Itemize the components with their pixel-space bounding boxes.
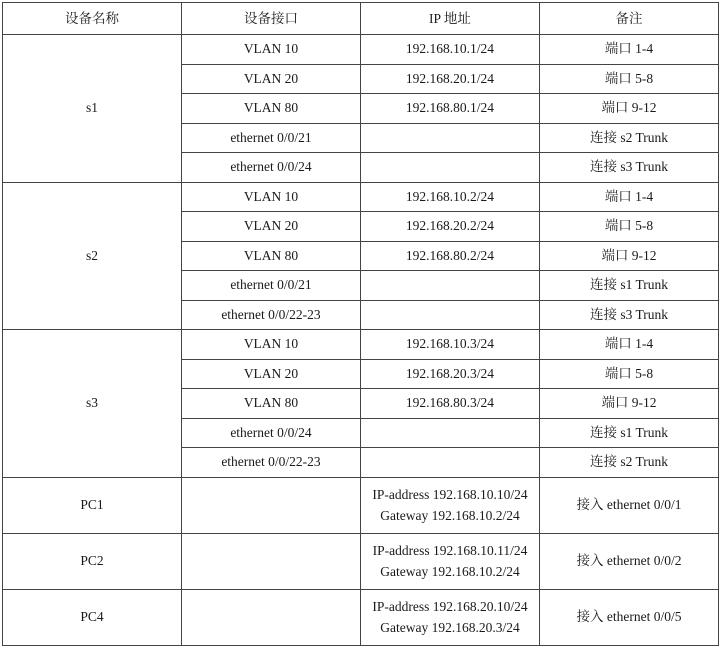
device-name-cell: s3 [3,330,182,478]
table-row [3,533,719,589]
interface-cell [182,477,361,533]
ip-cell [361,589,540,645]
device-name-cell: PC4 [3,589,182,645]
interface-cell: VLAN 80 [182,389,361,419]
gateway-line: Gateway 192.168.20.3/24 [380,620,520,635]
header-device-name: 设备名称 [3,3,182,35]
interface-cell [182,589,361,645]
device-config-table [2,2,719,646]
device-name-cell: s2 [3,182,182,330]
ip-cell [361,123,540,153]
interface-cell: ethernet 0/0/21 [182,271,361,301]
interface-cell: ethernet 0/0/24 [182,418,361,448]
interface-cell: VLAN 80 [182,94,361,124]
ip-cell: 192.168.80.1/24 [361,94,540,124]
ip-cell [361,300,540,330]
device-name-cell: PC1 [3,477,182,533]
device-name-cell: s1 [3,35,182,183]
table-row [3,589,719,645]
ip-cell: 192.168.20.2/24 [361,212,540,242]
note-cell: 端口 1-4 [540,35,719,65]
note-cell: 端口 1-4 [540,182,719,212]
interface-cell: ethernet 0/0/21 [182,123,361,153]
note-cell: 连接 s2 Trunk [540,123,719,153]
note-cell: 端口 5-8 [540,359,719,389]
header-ip-address: IP 地址 [361,3,540,35]
note-cell: 连接 s3 Trunk [540,153,719,183]
ip-cell: 192.168.10.3/24 [361,330,540,360]
ip-cell: 192.168.80.2/24 [361,241,540,271]
note-cell: 接入 ethernet 0/0/2 [540,533,719,589]
interface-cell: VLAN 80 [182,241,361,271]
note-cell: 连接 s1 Trunk [540,271,719,301]
note-cell: 端口 9-12 [540,389,719,419]
note-cell: 端口 9-12 [540,94,719,124]
ip-cell [361,418,540,448]
ip-address-line: IP-address 192.168.10.11/24 [372,543,528,558]
note-cell: 端口 5-8 [540,212,719,242]
ip-cell [361,153,540,183]
ip-cell: 192.168.80.3/24 [361,389,540,419]
interface-cell: VLAN 20 [182,359,361,389]
ip-cell [361,271,540,301]
gateway-line: Gateway 192.168.10.2/24 [380,564,520,579]
ip-cell: 192.168.20.1/24 [361,64,540,94]
ip-cell: 192.168.10.1/24 [361,35,540,65]
ip-address-line: IP-address 192.168.10.10/24 [372,487,528,502]
header-row [3,3,719,35]
device-name-cell: PC2 [3,533,182,589]
ip-cell: 192.168.10.2/24 [361,182,540,212]
interface-cell: ethernet 0/0/24 [182,153,361,183]
note-cell: 接入 ethernet 0/0/5 [540,589,719,645]
header-remarks: 备注 [540,3,719,35]
header-device-interface: 设备接口 [182,3,361,35]
interface-cell: VLAN 20 [182,212,361,242]
interface-cell: VLAN 10 [182,182,361,212]
interface-cell: VLAN 10 [182,35,361,65]
table-row [3,182,719,212]
ip-cell [361,448,540,478]
note-cell: 连接 s2 Trunk [540,448,719,478]
ip-cell [361,477,540,533]
ip-cell: 192.168.20.3/24 [361,359,540,389]
interface-cell [182,533,361,589]
interface-cell: ethernet 0/0/22-23 [182,448,361,478]
note-cell: 端口 1-4 [540,330,719,360]
note-cell: 端口 9-12 [540,241,719,271]
gateway-line: Gateway 192.168.10.2/24 [380,508,520,523]
note-cell: 端口 5-8 [540,64,719,94]
note-cell: 连接 s1 Trunk [540,418,719,448]
table-row [3,35,719,65]
interface-cell: VLAN 10 [182,330,361,360]
interface-cell: VLAN 20 [182,64,361,94]
ip-cell [361,533,540,589]
table-row [3,477,719,533]
ip-address-line: IP-address 192.168.20.10/24 [372,599,528,614]
interface-cell: ethernet 0/0/22-23 [182,300,361,330]
table-row [3,330,719,360]
note-cell: 接入 ethernet 0/0/1 [540,477,719,533]
note-cell: 连接 s3 Trunk [540,300,719,330]
